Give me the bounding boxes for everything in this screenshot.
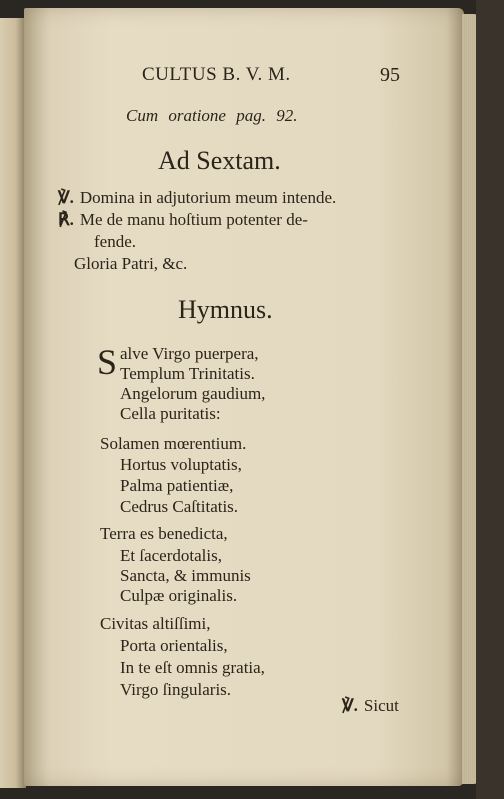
hymn-line: Virgo ſingularis. bbox=[120, 680, 232, 699]
hymn-title: Hymnus. bbox=[178, 295, 273, 324]
versicle-text: Domina in adjutorium meum intende. bbox=[79, 188, 337, 207]
hymn-line: In te eſt omnis gratia, bbox=[120, 658, 265, 677]
gloria-line: Gloria Patri, &c. bbox=[74, 254, 188, 273]
hymn-line: Cedrus Caſtitatis. bbox=[120, 497, 239, 516]
drop-cap: S bbox=[97, 342, 118, 382]
catchword-text: Sicut bbox=[363, 696, 399, 715]
hymn-line: Porta orientalis, bbox=[120, 636, 228, 655]
rubric: Cum oratione pag. 92. bbox=[126, 106, 298, 125]
hymn-line: Terra es benedicta, bbox=[100, 524, 228, 543]
hymn-line: Angelorum gaudium, bbox=[120, 384, 266, 403]
hymn-line: Culpæ originalis. bbox=[120, 586, 238, 605]
facing-page-edge bbox=[0, 18, 26, 788]
catchword-symbol: ℣. bbox=[342, 696, 358, 715]
response-symbol: ℟. bbox=[58, 210, 74, 229]
hymn-line: Palma patientiæ, bbox=[120, 476, 234, 495]
book-cover-edge bbox=[476, 0, 504, 799]
catchword bbox=[342, 696, 399, 716]
hymn-line: Hortus voluptatis, bbox=[120, 455, 242, 474]
response-continuation: fende. bbox=[94, 232, 137, 251]
running-head: CULTUS B. V. M. bbox=[142, 64, 291, 85]
response-line bbox=[58, 210, 308, 230]
hymn-line: alve Virgo puerpera, bbox=[120, 344, 259, 363]
hymn-line: Solamen mœrentium. bbox=[100, 434, 247, 453]
hymn-line: Templum Trinitatis. bbox=[120, 364, 255, 383]
page-number: 95 bbox=[380, 64, 400, 86]
page-text bbox=[24, 8, 464, 786]
versicle-symbol: ℣. bbox=[58, 188, 74, 207]
sext-title: Ad Sextam. bbox=[158, 146, 281, 175]
hymn-line: Et ſacerdotalis, bbox=[120, 546, 222, 565]
versicle-line bbox=[58, 188, 336, 208]
response-text: Me de manu hoſtium potenter de- bbox=[79, 210, 308, 229]
hymn-line: Sancta, & immunis bbox=[120, 566, 251, 585]
hymn-line: Cella puritatis: bbox=[120, 404, 221, 423]
hymn-line: Civitas altiſſimi, bbox=[100, 614, 211, 633]
